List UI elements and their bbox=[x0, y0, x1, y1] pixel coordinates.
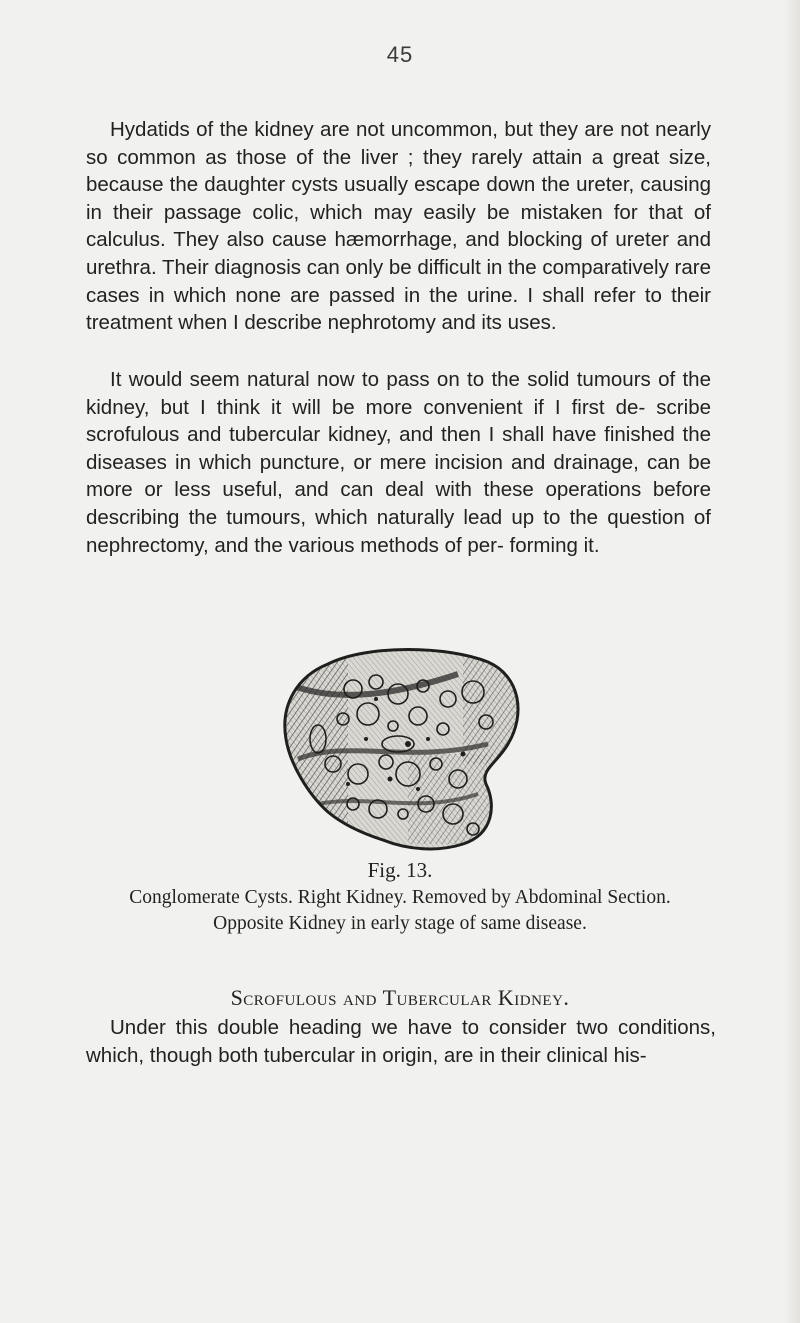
section-heading: Scrofulous and Tubercular Kidney. bbox=[230, 985, 570, 1010]
paragraph-solid-tumours: It would seem natural now to pass on to the solid tumours of the kidney, but I think it will be more convenient if I first de- scribe scrofulous and tubercular kidney, and then I shall have finished the diseases in which puncture, or mere incision and drainage, can be more or less useful, and can deal with these operations before describing the tumours, which naturally lead up to the question of nephrectomy, and the various methods of per- forming it. bbox=[86, 368, 711, 557]
page-edge-shadow bbox=[784, 0, 800, 1323]
paragraph-scrofulous: Under this double heading we have to consider two conditions, which, though both tubercular in origin, are in their clinical his- bbox=[86, 1016, 716, 1067]
kidney-illustration bbox=[258, 644, 548, 854]
paragraph-hydatids: Hydatids of the kidney are not uncommon, but they are not nearly so common as those of the liver ; they rarely attain a great size, because the daughter cysts usually escape down the ureter, causing in their passage colic, which may easily be mistaken for that of calculus. They also cause hæmorrhage, and blocking of ureter and urethra. Their diagnosis can only be difficult in the comparatively rare cases in which none are passed in the urine. I shall refer to their treatment when I describe nephrotomy and its uses. bbox=[86, 118, 711, 335]
figure-caption-line-1: Conglomerate Cysts. Right Kidney. Removed by Abdominal Section. bbox=[129, 887, 671, 908]
figure-number: Fig. 13. bbox=[367, 858, 433, 882]
page-number: 45 bbox=[386, 42, 414, 67]
figure-caption-line-2: Opposite Kidney in early stage of same disease. bbox=[213, 913, 587, 934]
